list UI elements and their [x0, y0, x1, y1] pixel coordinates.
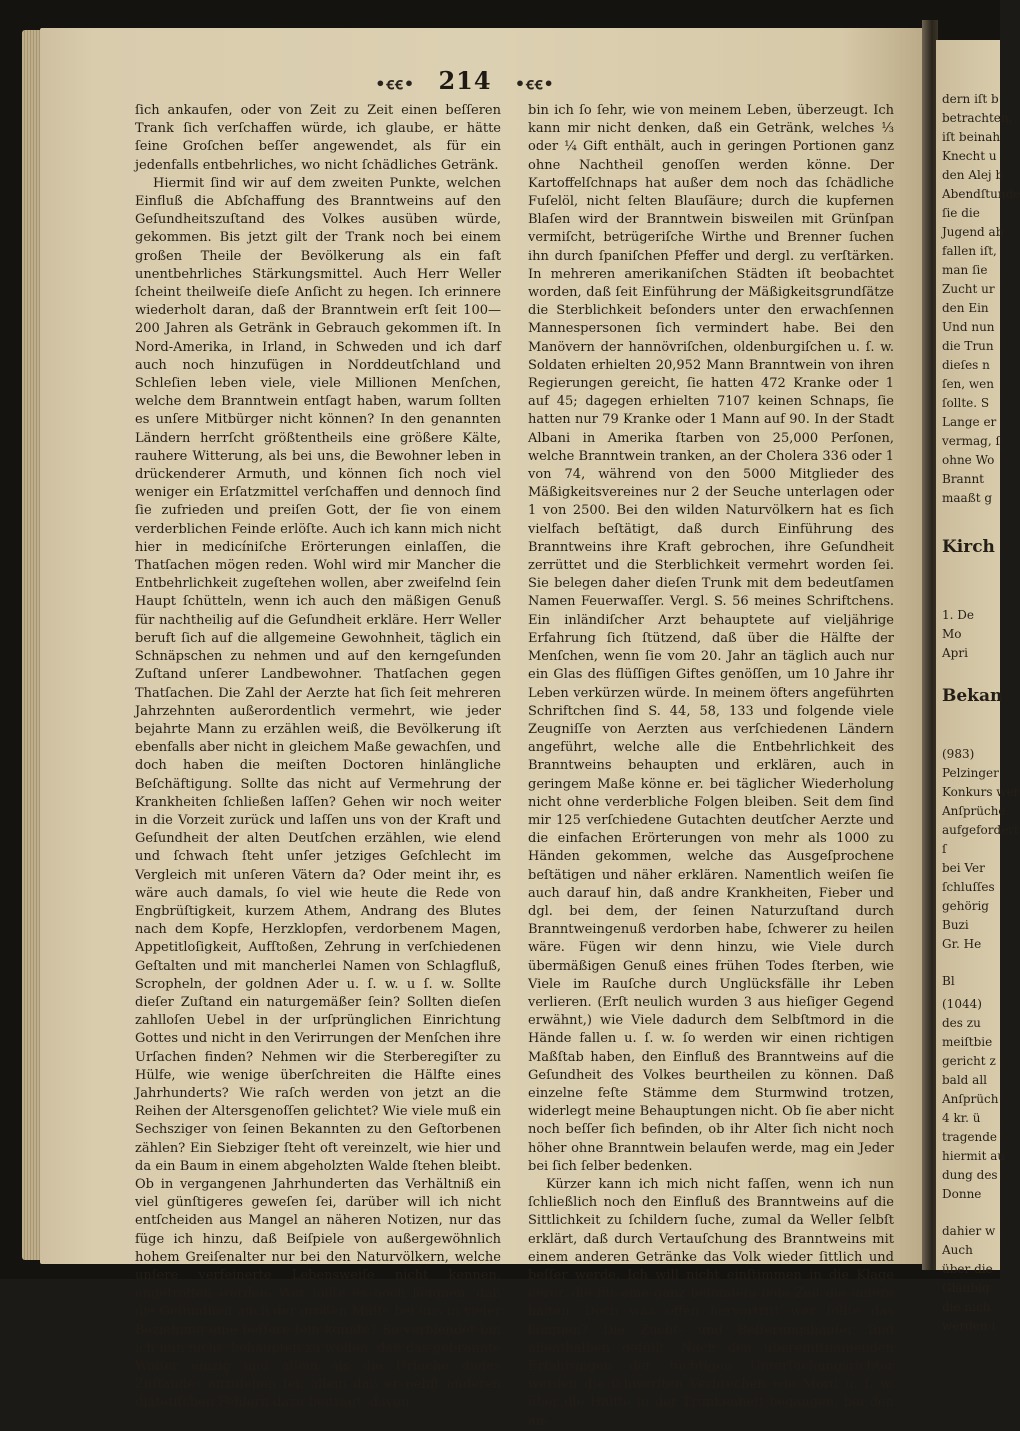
next-page-fragment: werden i: [942, 1319, 996, 1333]
next-page-fragment: gehörig: [942, 899, 989, 913]
next-page-fragment: Mo: [942, 627, 962, 641]
ornament-left: •ꞓꞓ•: [375, 74, 416, 93]
ornament-right: •ꞓꞓ•: [514, 74, 555, 93]
next-page-fragment: hiermit au: [942, 1149, 1006, 1163]
next-page-fragment: ſie die: [942, 206, 980, 220]
next-page-fragment: Abendſtunde: [942, 187, 1020, 201]
next-page-fragment: betrachten,: [942, 111, 1013, 125]
next-page-fragment: Brannt: [942, 472, 984, 486]
next-page-fragment: Lange er: [942, 415, 997, 429]
next-page-fragment: dung des: [942, 1168, 998, 1182]
left-text-column: [135, 102, 501, 1413]
next-page-fragment: iſt beinah: [942, 130, 1001, 144]
next-page-fragment: Anſprüche: [942, 804, 1006, 818]
next-page-fragment: Bekan: [942, 686, 1003, 706]
paragraph: Kürzer kann ich mich nicht faſſen, wenn ich nun ſchließlich noch den Einfluß des Branntweins auf die Sittlichkeit zu ſchildern ſuche, zumal da Weller ſelbſt erklärt, daß durch Vertauſchung des Branntweins mit einem anderen Getränke das Volk wieder ſittlich und beſſer werde. Ich will nicht einſtimmen in die Klage derer, die für eine ganz beſonders böſe Zeit die unſere halten. Doch was offen hervortritt wer ſollte das läugnen? Die Zucht- und Beſſerungshäuſer ſind allenthalben gefüllt. Nach den übereinſtimmenden Erfahrungen der tüchtigen Unterſuchungsrichter werden die ſchwerſten Verbrechen wie Mord u. ſ. w. über die Hälfte in der Trunkenheit begangen, bei den an-: [528, 1176, 894, 1429]
page-header: [0, 66, 930, 95]
next-page-fragment: tragende: [942, 1130, 998, 1144]
next-page-fragment: die nich: [942, 1300, 991, 1314]
next-page-edge: [936, 40, 1020, 1333]
next-page-fragment: über die: [942, 1262, 993, 1276]
next-page-fragment: fallen iſt,: [942, 244, 997, 258]
next-page-fragment: bei Ver: [942, 861, 985, 875]
next-page-fragment: Anſprüch: [942, 1092, 999, 1106]
next-page-fragment: Knecht u: [942, 149, 997, 163]
next-page-fragment: (983): [942, 747, 975, 761]
next-page-fragment: die Trun: [942, 339, 994, 353]
page-edges: [22, 30, 42, 1260]
page-number: 214: [438, 66, 492, 95]
next-page-fragment: gericht z: [942, 1054, 996, 1068]
next-page-fragment: man ſie: [942, 263, 988, 277]
next-page-fragment: Jugend ab: [942, 225, 1004, 239]
next-page-fragment: Kirch: [942, 537, 995, 557]
next-page-fragment: bald all: [942, 1073, 987, 1087]
next-page-fragment: (1044): [942, 997, 982, 1011]
next-page-fragment: Donne: [942, 1187, 982, 1201]
next-page-fragment: Pelzinger: [942, 766, 999, 780]
next-page-fragment: vermag, ſ: [942, 434, 1000, 448]
next-page-fragment: ſchluſſes: [942, 880, 995, 894]
paragraph: bin ich ſo ſehr, wie von meinem Leben, überzeugt. Ich kann mir nicht denken, daß ein Getränk, welches ⅓ oder ¼ Gift enthält, auch in geringen Portionen ganz ohne Nachtheil genoſſen werden könne. Der Kartoffelſchnaps hat außer dem noch das ſchädliche Fuſelöl, nicht ſelten Blauſäure; durch die kupfernen Blaſen wird der Branntwein bisweilen mit Grünſpan vermiſcht, betrügeriſche Wirthe und Brenner ſuchen ihn durch ſpaniſchen Pfeffer und dergl. zu verſtärken. In mehreren amerikaniſchen Städten iſt beobachtet worden, daß ſeit Einführung der Mäßigkeitsgrundſätze die Sterblichkeit beſonders unter den erwachſennen Mannespersonen ſich vermindert habe. Bei den Manövern der hannövriſchen, oldenburgiſchen u. ſ. w. Soldaten erhielten 20,952 Mann Branntwein von ihren Regierungen gereicht, ſie hatten 472 Kranke oder 1 auf 45; dagegen erhielten 7107 keinen Schnaps, ſie hatten nur 79 Kranke oder 1 Mann auf 90. In der Stadt Albani in Amerika ſtarben von 25,000 Perſonen, welche Branntwein tranken, an der Cholera 336 oder 1 von 74, während von den 5000 Mitglieder des Mäßigkeitsvereines nur 2 der Seuche unterlagen oder 1 von 2500. Bei den wilden Naturvölkern hat es ſich vielfach beſtätigt, daß durch Einführung des Branntweins ihre Kraft gebrochen, ihre Geſundheit zerrüttet und die Sterblichkeit vermehrt worden ſei. Sie belegen daher dieſen Trunk mit dem bedeutſamen Namen Feuerwaſſer. Vergl. S. 56 meines Schriftchens. Ein inländiſcher Arzt behauptete auf vieljährige Erfahrung ſich ſtützend, daß über die Hälfte der Menſchen, wenn ſie vom 20. Jahr an täglich auch nur ein Glas des flüſſigen Giftes genöſſen, um 10 Jahre ihr Leben verkürzen würde. In meinem öfters angeführten Schriftchen ſind S. 44, 58, 133 und folgende viele Zeugniſſe von Aerzten aus verſchiedenen Ländern angeführt, welche alle die Entbehrlichkeit des Branntweins behaupten und erklären, auch in geringem Maße könne er. bei täglicher Wiederholung nicht ohne verderbliche Folgen bleiben. Seit dem ſind mir 125 verſchiedene Gutachten deutſcher Aerzte und die einfachen Erörterungen von mehr als 1000 zu Händen gekommen, welche das Ausgeſprochene beſtätigen und näher erklären. Namentlich weiſen ſie auch darauf hin, daß andre Krankheiten, Fieber und dgl. bei dem, der ſeinen Naturzuſtand durch Branntweingenuß verdorben habe, ſchwerer zu heilen wäre. Fügen wir denn hinzu, wie Viele durch übermäßigen Genuß eines frühen Todes ſterben, wie Viele im Rauſche durch Unglücksfälle ihr Leben verlieren. (Erſt neulich wurden 3 aus hieſiger Gegend erwähnt,) wie Viele dadurch dem Selbſtmord in die Hände fallen u. ſ. w. ſo werden wir einen richtigen Maßſtab haben, den Einfluß des Branntweins auf die Geſundheit des Volkes beurtheilen zu können. Daß einzelne feſte Stämme dem Sturmwind trotzen, widerlegt meine Behauptungen nicht. Ob ſie aber nicht noch beſſer ſich befinden, ob ihr Alter ſich nicht noch höher ohne Branntwein belaufen werde, mag ein Jeder bei ſich ſelber bedenken.: [528, 103, 894, 1174]
next-page-fragment: den Alej b: [942, 168, 1004, 182]
next-page-fragment: Und nun: [942, 320, 995, 334]
next-page-fragment: ohne Wo: [942, 453, 995, 467]
next-page-fragment: Auch: [942, 1243, 973, 1257]
next-page-fragment: ſollte. S: [942, 396, 990, 410]
right-text-column: [528, 102, 894, 1431]
next-page-fragment: Zucht ur: [942, 282, 995, 296]
next-page-fragment: Konkurs wer: [942, 785, 1020, 799]
next-page-fragment: Gläubig: [942, 1281, 990, 1295]
paragraph: ſich ankaufen, oder von Zeit zu Zeit einen beſſeren Trank ſich verſchaffen würde, ich glaube, er hätte ſeine Groſchen beſſer angewendet, als für ein jedenfalls entbehrliches, wo nicht ſchädliches Getränk.: [135, 103, 501, 173]
next-page-fragment: Gr. He: [942, 937, 982, 951]
next-page-fragment: Buzi: [942, 918, 969, 932]
paragraph: Hiermit ſind wir auf dem zweiten Punkte, welchen Einfluß die Abſchaffung des Branntweins auf den Geſundheitszuſtand des Volkes ausüben würde, gekommen. Bis jetzt gilt der Trank noch bei einem großen Theile der Bevölkerung als ein faſt unentbehrliches Stärkungsmittel. Auch Herr Weller ſcheint theilweiſe dieſe Anſicht zu hegen. Ich erinnere wiederholt daran, daß der Branntwein erſt ſeit 100—200 Jahren als Getränk in Gebrauch gekommen iſt. In Nord-Amerika, in Irland, in Schweden und ich darf auch noch hinzufügen in Norddeutſchland und Schleſien leben viele, viele Millionen Menſchen, welche dem Branntwein entſagt haben, warum ſollten es unſere Mitbürger nicht können? In den genannten Ländern herrſcht größtentheils eine größere Kälte, rauhere Witterung, als bei uns, die Bewohner leben in drückenderer Armuth, und können ſich noch viel weniger ein Erſatzmittel verſchaffen und dennoch ſind ſie zufrieden und preiſen Gott, der ſie von einem verderblichen Feinde erlöſte. Auch ich kann mich nicht hier in medicíniſche Erörterungen einlaſſen, die Thatſachen mögen reden. Wohl wird mir Mancher die Entbehrlichkeit zugeſtehen wollen, aber zweifelnd ſein Haupt ſchütteln, wenn ich auch den mäßigen Genuß für nachtheilig auf die Geſundheit erkläre. Herr Weller beruft ſich auf die allgemeine Gewohnheit, täglich ein Schnäpschen zu nehmen und auf den kerngeſunden Zuſtand unſerer Landbewohner. Thatſachen gegen Thatſachen. Die Zahl der Aerzte hat ſich ſeit mehreren Jahrzehnten außerordentlich vermehrt, wie jeder bejahrte Mann zu erzählen weiß, die Bevölkerung iſt ebenfalls aber nicht in gleichem Maße gewachſen, und doch haben die meiſten Doctoren hinlängliche Beſchäftigung. Sollte das nicht auf Vermehrung der Krankheiten ſchließen laſſen? Gehen wir noch weiter in die Vorzeit zurück und laſſen uns von der Kraft und Geſundheit der alten Deutſchen erzählen, wie elend und ſchwach ſteht unſer jetziges Geſchlecht im Vergleich mit unſeren Vätern da? Oder meint ihr, es wäre auch damals, ſo viel wie heute die Rede von Engbrüſtigkeit, kurzem Athem, Andrang des Blutes nach dem Kopfe, Herzklopfen, verdorbenem Magen, Appetitloſigkeit, Aufſtoßen, Zehrung in verſchiedenen Geſtalten und mit mancherlei Namen von Schlagfluß, Scropheln, der goldnen Ader u. ſ. w. u ſ. w. Sollte dieſer Zuſtand ein naturgemäßer ſein? Sollten dieſen zahlloſen Uebel in der urſprünglichen Einrichtung Gottes und nicht in den Verirrungen der Menſchen ihre Urſachen finden? Nehmen wir die Sterberegiſter zu Hülfe, wie wenige überſchreiten die Hälfte eines Jahrhunderts? Wie raſch werden von jetzt an die Reihen der Altersgenoſſen gelichtet? Wie viele muß ein Sechsziger von ſeinen Bekannten zu den Geſtorbenen zählen? Ein Siebziger ſteht oft vereinzelt, wie hier und da ein Baum in einem abgeholzten Walde ſtehen bleibt. Ob in vergangenen Jahrhunderten das Verhältniß ein viel günſtigeres geweſen ſei, darüber will ich nicht entſcheiden aus Mangel an näheren Notizen, nur das füge ich hinzu, daß Beiſpiele von außergewöhnlich hohem Greiſenalter nur bei den Naturvölkern, welche unſere verfeinerte Lebensweiſe nicht kennen, angetroffen werden. Wer ſollte es noch läugnen, daß die Geſundheit auch der großen Maſſe bei uns in vieler Beziehung eine beſſere ſein könnte? So verblendet bin ich nun nicht, behaupten zu wollen, daß das gebrannte Waſſer einzig und allein als die Urſache dieſes Zuſtandes anzuſehen ſei, allein daß er nebſt anderen diätetiſchen Fehlern dazu beiträgt, davon: [135, 175, 501, 1411]
next-page-fragment: dern iſt b: [942, 92, 999, 106]
next-page-fragment: ſ: [942, 842, 947, 856]
next-page-fragment: Bl: [942, 974, 955, 988]
next-page-fragment: ſen, wen: [942, 377, 995, 391]
next-page-fragment: dahier w: [942, 1224, 996, 1238]
next-page-fragment: maaßt g: [942, 491, 993, 505]
next-page-fragment: meiſtbie: [942, 1035, 993, 1049]
next-page-fragment: 1. De: [942, 608, 974, 622]
next-page-fragment: 4 kr. ü: [942, 1111, 981, 1125]
next-page-fragment: aufgefordert: [942, 823, 1019, 837]
next-page-fragment: dieſes n: [942, 358, 990, 372]
next-page-fragment: Apri: [942, 646, 968, 660]
next-page-fragment: den Ein: [942, 301, 989, 315]
next-page-fragment: des zu: [942, 1016, 981, 1030]
